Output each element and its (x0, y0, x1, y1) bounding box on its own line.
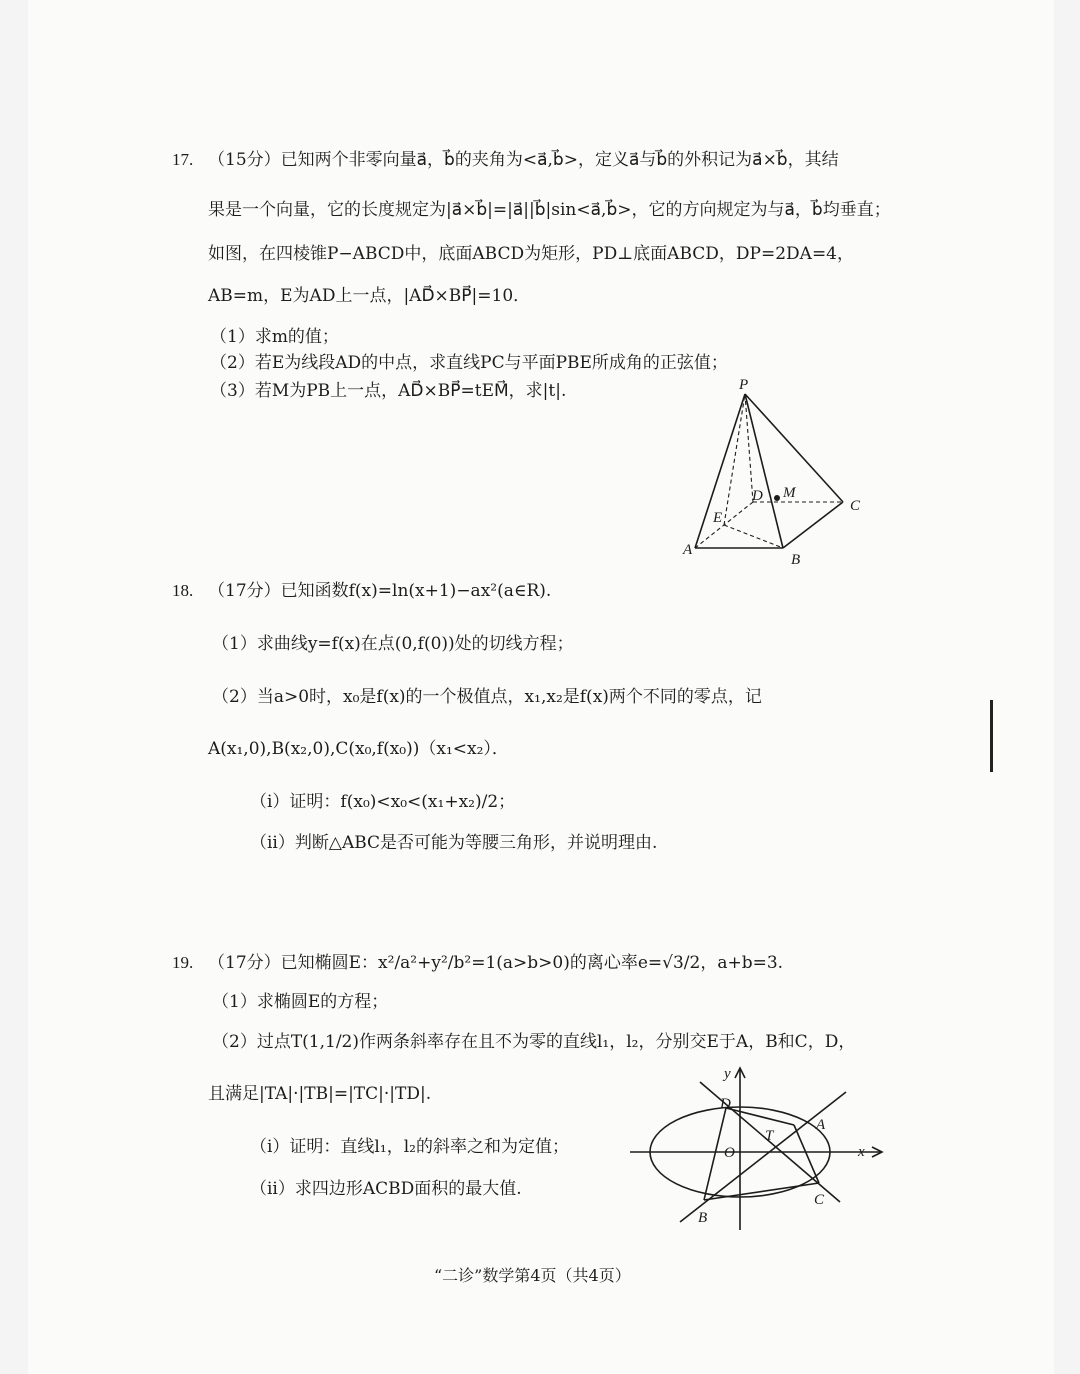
segment-DA (726, 1108, 794, 1125)
edge-BC (783, 502, 843, 548)
label-C: C (814, 1192, 825, 1208)
problem-19-part-1: （1）求椭圆E的方程； (212, 992, 389, 1012)
problem-19-part-2: （2）过点T(1,1/2)作两条斜率存在且不为零的直线l₁，l₂，分别交E于A，B和C，D， (212, 1032, 856, 1052)
problem-19-subpart-i: （i）证明：直线l₁，l₂的斜率之和为定值； (250, 1137, 569, 1157)
problem-19-part-2-condition: 且满足|TA|·|TB|=|TC|·|TD|. (208, 1084, 432, 1104)
scan-mark (990, 700, 993, 772)
problem-17-line-2: 果是一个向量，它的长度规定为|a⃗×b⃗|=|a⃗||b⃗|sin<a⃗,b⃗>，它的方向规定为与a⃗，b⃗均垂直； (208, 200, 891, 220)
segment-DB (704, 1108, 726, 1200)
problem-18-part-2: （2）当a>0时，x₀是f(x)的一个极值点，x₁,x₂是f(x)两个不同的零点，记 (212, 687, 762, 707)
problem-17-part-1: （1）求m的值； (210, 327, 339, 347)
label-A: A (816, 1117, 826, 1133)
label-T: T (765, 1128, 774, 1144)
label-M: M (783, 485, 796, 501)
problem-17-line-1: （15分）已知两个非零向量a⃗，b⃗的夹角为<a⃗,b⃗>，定义a⃗与b⃗的外积记为a⃗×b⃗，其结 (208, 150, 839, 170)
segment-BC (704, 1183, 819, 1200)
problem-17-number: 17. (172, 150, 194, 169)
problem-18-part-2-points: A(x₁,0),B(x₂,0),C(x₀,f(x₀))（x₁<x₂）． (208, 739, 509, 759)
label-D: D (752, 488, 763, 504)
segment-EP (724, 394, 745, 525)
label-E: E (713, 510, 723, 526)
problem-18-number: 18. (172, 581, 194, 600)
ellipse-figure (628, 1062, 890, 1232)
label-B: B (791, 552, 801, 568)
label-P: P (739, 377, 749, 393)
problem-19-number: 19. (172, 953, 194, 972)
problem-18-part-1: （1）求曲线y=f(x)在点(0,f(0))处的切线方程； (212, 634, 574, 654)
label-A: A (683, 542, 693, 558)
problem-18-subpart-ii: （ii）判断△ABC是否可能为等腰三角形，并说明理由. (250, 833, 658, 853)
label-B: B (698, 1210, 708, 1226)
problem-19-subpart-ii: （ii）求四边形ACBD面积的最大值. (250, 1179, 522, 1199)
problem-18-line-1: （17分）已知函数f(x)=ln(x+1)−ax²(a∈R). (208, 581, 552, 601)
point-M (774, 495, 780, 501)
problem-17-line-3: 如图，在四棱锥P−ABCD中，底面ABCD为矩形，PD⊥底面ABCD，DP=2DA=4， (208, 244, 854, 264)
problem-17-line-4: AB=m，E为AD上一点，|AD⃗×BP⃗|=10． (208, 286, 531, 306)
problem-17-part-3: （3）若M为PB上一点，AD⃗×BP⃗=tEM⃗，求|t|. (210, 381, 567, 401)
pyramid-figure (675, 372, 875, 572)
label-O: O (724, 1145, 735, 1161)
segment-EB (724, 525, 783, 548)
label-y: y (724, 1066, 731, 1082)
label-D: D (720, 1096, 731, 1112)
problem-18-subpart-i: （i）证明：f(x₀)<x₀<(x₁+x₂)/2； (250, 792, 516, 812)
page-footer: “二诊”数学第4页（共4页） (434, 1266, 631, 1285)
label-C: C (850, 498, 861, 514)
label-x: x (858, 1144, 865, 1160)
problem-17-part-2: （2）若E为线段AD的中点，求直线PC与平面PBE所成角的正弦值； (210, 353, 728, 373)
problem-19-line-1: （17分）已知椭圆E：x²/a²+y²/b²=1(a>b>0)的离心率e=√3/2，a+b=3. (208, 953, 784, 973)
